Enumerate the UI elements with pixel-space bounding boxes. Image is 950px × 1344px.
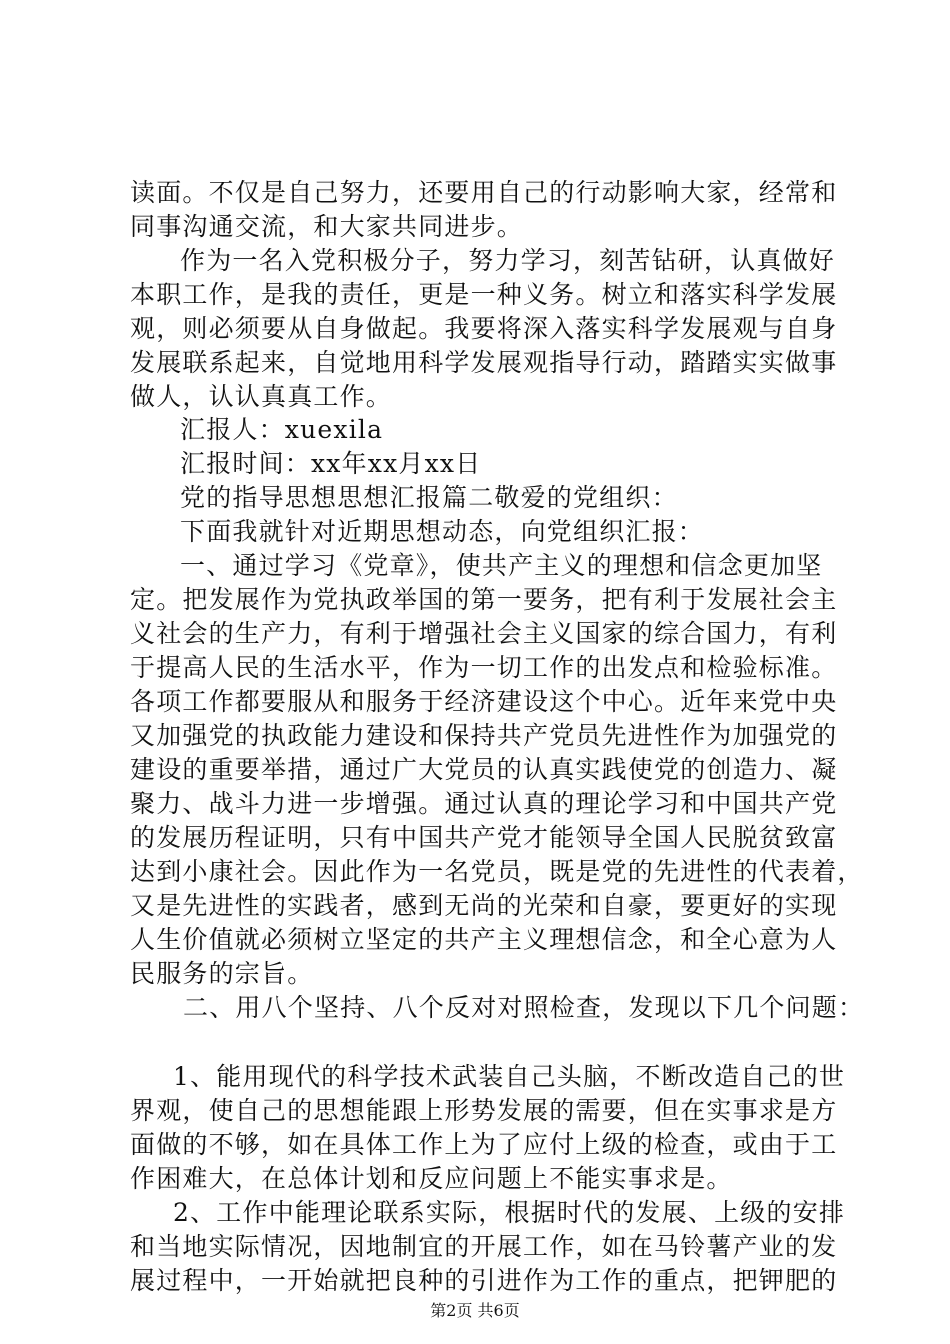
text-line: 发展联系起来，自觉地用科学发展观指导行动，踏踏实实做事 (130, 348, 838, 377)
section-heading: 党的指导思想思想汇报篇二敬爱的党组织： (180, 483, 678, 512)
text-line: 同事沟通交流，和大家共同进步。 (130, 212, 524, 241)
text-line: 民服务的宗旨。 (130, 959, 314, 988)
text-line: 本职工作，是我的责任，更是一种义务。树立和落实科学发展 (130, 280, 838, 309)
text-line: 一、通过学习《党章》，使共产主义的理想和信念更加坚 (180, 551, 823, 580)
text-line: 聚力、战斗力进一步增强。通过认真的理论学习和中国共产党 (130, 789, 838, 818)
text-line: 于提高人民的生活水平，作为一切工作的出发点和检验标准。 (130, 653, 838, 682)
text-line: 义社会的生产力，有利于增强社会主义国家的综合国力，有利 (130, 619, 838, 648)
text-line: 二、用八个坚持、八个反对对照检查，发现以下几个问题： (183, 993, 865, 1022)
text-line: 和当地实际情况，因地制宜的开展工作，如在马铃薯产业的发 (130, 1232, 838, 1261)
text-line: 1、能用现代的科学技术武装自己头脑，不断改造自己的世 (173, 1062, 846, 1091)
text-line: 读面。不仅是自己努力，还要用自己的行动影响大家，经常和 (130, 178, 838, 207)
page-footer: 第2页 共6页 (430, 1301, 520, 1320)
text-line: 面做的不够，如在具体工作上为了应付上级的检查，或由于工 (130, 1130, 838, 1159)
text-line: 又加强党的执政能力建设和保持共产党员先进性作为加强党的 (130, 721, 838, 750)
text-line: 达到小康社会。因此作为一名党员，既是党的先进性的代表着， (130, 857, 864, 886)
text-line: 下面我就针对近期思想动态，向党组织汇报： (180, 517, 705, 546)
text-line: 展过程中，一开始就把良种的引进作为工作的重点，把钾肥的 (130, 1266, 838, 1295)
text-line: 又是先进性的实践者，感到无尚的光荣和自豪，要更好的实现 (130, 891, 838, 920)
text-line: 定。把发展作为党执政举国的第一要务，把有利于发展社会主 (130, 585, 838, 614)
text-line: 作为一名入党积极分子，努力学习，刻苦钻研，认真做好 (180, 246, 836, 275)
text-line: 做人，认认真真工作。 (130, 382, 393, 411)
report-date-line: 汇报时间：xx年xx月xx日 (180, 449, 482, 478)
text-line: 的发展历程证明，只有中国共产党才能领导全国人民脱贫致富 (130, 823, 838, 852)
reporter-line: 汇报人：xuexila (180, 415, 384, 444)
text-line: 界观，使自己的思想能跟上形势发展的需要，但在实事求是方 (130, 1096, 838, 1125)
text-line: 2、工作中能理论联系实际，根据时代的发展、上级的安排 (173, 1198, 846, 1227)
text-line: 观，则必须要从自身做起。我要将深入落实科学发展观与自身 (130, 314, 838, 343)
text-line: 各项工作都要服从和服务于经济建设这个中心。近年来党中央 (130, 687, 838, 716)
text-line: 人生价值就必须树立坚定的共产主义理想信念，和全心意为人 (130, 925, 838, 954)
text-line: 作困难大，在总体计划和反应问题上不能实事求是。 (130, 1164, 733, 1193)
text-line: 建设的重要举措，通过广大党员的认真实践使党的创造力、凝 (130, 755, 838, 784)
